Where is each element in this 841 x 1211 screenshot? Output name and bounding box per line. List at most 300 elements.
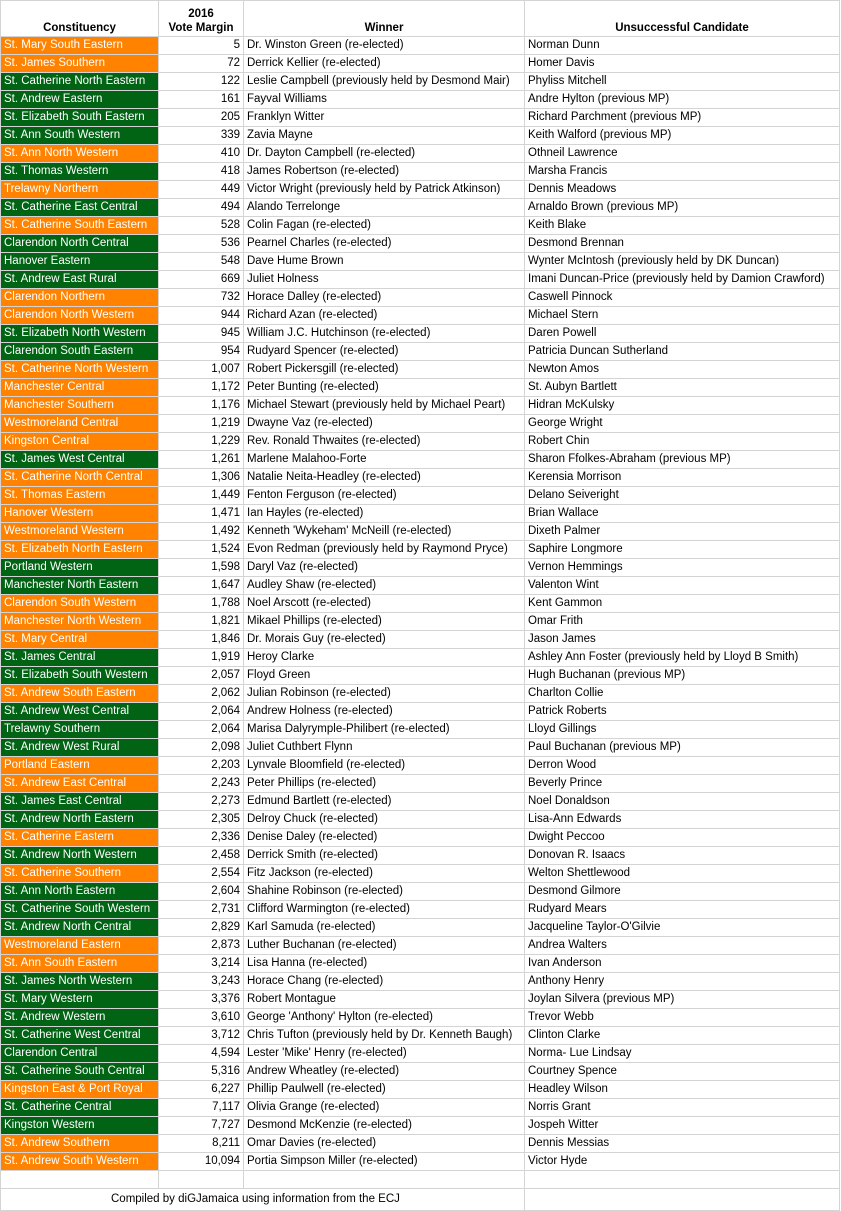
table-row	[1, 73, 840, 91]
table-row	[1, 937, 840, 955]
unsuccessful-candidate-cell: Desmond Brennan	[525, 235, 840, 253]
vote-margin-cell: 669	[159, 271, 244, 289]
winner-cell: Lisa Hanna (re-elected)	[244, 955, 525, 973]
vote-margin-cell: 10,094	[159, 1153, 244, 1171]
blank-cell	[1, 1171, 159, 1189]
constituency-cell: Portland Western	[1, 559, 159, 577]
table-row	[1, 289, 840, 307]
winner-cell: Fayval Williams	[244, 91, 525, 109]
vote-margin-cell: 3,610	[159, 1009, 244, 1027]
unsuccessful-candidate-cell: Clinton Clarke	[525, 1027, 840, 1045]
unsuccessful-candidate-cell: Valenton Wint	[525, 577, 840, 595]
vote-margin-cell: 1,261	[159, 451, 244, 469]
table-row	[1, 649, 840, 667]
vote-margin-cell: 1,219	[159, 415, 244, 433]
unsuccessful-candidate-cell: Kerensia Morrison	[525, 469, 840, 487]
vote-margin-cell: 1,598	[159, 559, 244, 577]
unsuccessful-candidate-cell: Othneil Lawrence	[525, 145, 840, 163]
winner-cell: William J.C. Hutchinson (re-elected)	[244, 325, 525, 343]
constituency-cell: Clarendon North Western	[1, 307, 159, 325]
unsuccessful-candidate-cell: Marsha Francis	[525, 163, 840, 181]
table-row	[1, 217, 840, 235]
winner-cell: Mikael Phillips (re-elected)	[244, 613, 525, 631]
unsuccessful-candidate-cell: Joylan Silvera (previous MP)	[525, 991, 840, 1009]
table-row	[1, 847, 840, 865]
constituency-cell: St. Catherine South Western	[1, 901, 159, 919]
vote-margin-cell: 2,604	[159, 883, 244, 901]
winner-cell: Andrew Holness (re-elected)	[244, 703, 525, 721]
vote-margin-cell: 3,376	[159, 991, 244, 1009]
constituency-cell: St. Catherine North Western	[1, 361, 159, 379]
unsuccessful-candidate-cell: Ivan Anderson	[525, 955, 840, 973]
winner-cell: Delroy Chuck (re-elected)	[244, 811, 525, 829]
unsuccessful-candidate-cell: Hidran McKulsky	[525, 397, 840, 415]
winner-cell: Pearnel Charles (re-elected)	[244, 235, 525, 253]
vote-margin-cell: 944	[159, 307, 244, 325]
constituency-cell: Trelawny Northern	[1, 181, 159, 199]
unsuccessful-candidate-cell: Donovan R. Isaacs	[525, 847, 840, 865]
vote-margin-cell: 945	[159, 325, 244, 343]
unsuccessful-candidate-cell: Anthony Henry	[525, 973, 840, 991]
constituency-cell: Manchester North Western	[1, 613, 159, 631]
constituency-cell: Westmoreland Central	[1, 415, 159, 433]
constituency-cell: Hanover Western	[1, 505, 159, 523]
vote-margin-cell: 2,057	[159, 667, 244, 685]
winner-cell: Alando Terrelonge	[244, 199, 525, 217]
unsuccessful-candidate-cell: Homer Davis	[525, 55, 840, 73]
constituency-cell: St. Andrew Western	[1, 1009, 159, 1027]
unsuccessful-candidate-cell: Brian Wallace	[525, 505, 840, 523]
constituency-cell: St. Ann South Western	[1, 127, 159, 145]
vote-margin-cell: 2,064	[159, 721, 244, 739]
table-row	[1, 559, 840, 577]
winner-cell: Noel Arscott (re-elected)	[244, 595, 525, 613]
table-row	[1, 1063, 840, 1081]
constituency-cell: St. Ann South Eastern	[1, 955, 159, 973]
unsuccessful-candidate-cell: Vernon Hemmings	[525, 559, 840, 577]
winner-cell: Peter Phillips (re-elected)	[244, 775, 525, 793]
vote-margin-cell: 732	[159, 289, 244, 307]
winner-cell: Leslie Campbell (previously held by Desmond Mair)	[244, 73, 525, 91]
unsuccessful-candidate-cell: Dennis Meadows	[525, 181, 840, 199]
vote-margin-cell: 1,492	[159, 523, 244, 541]
table-row	[1, 523, 840, 541]
constituency-cell: St. James Central	[1, 649, 159, 667]
unsuccessful-candidate-cell: Michael Stern	[525, 307, 840, 325]
vote-margin-cell: 1,788	[159, 595, 244, 613]
unsuccessful-candidate-cell: Derron Wood	[525, 757, 840, 775]
constituency-cell: St. Catherine North Eastern	[1, 73, 159, 91]
vote-margin-cell: 1,229	[159, 433, 244, 451]
vote-margin-cell: 122	[159, 73, 244, 91]
table-row	[1, 577, 840, 595]
unsuccessful-candidate-cell: Jacqueline Taylor-O'Gilvie	[525, 919, 840, 937]
constituency-cell: St. Ann North Western	[1, 145, 159, 163]
unsuccessful-candidate-cell: Ashley Ann Foster (previously held by Lloyd B Smith)	[525, 649, 840, 667]
unsuccessful-candidate-cell: Wynter McIntosh (previously held by DK Duncan)	[525, 253, 840, 271]
table-row	[1, 1027, 840, 1045]
table-body	[1, 37, 840, 1171]
blank-cell	[525, 1171, 840, 1189]
vote-margin-cell: 1,524	[159, 541, 244, 559]
constituency-cell: Clarendon South Western	[1, 595, 159, 613]
table-row	[1, 199, 840, 217]
unsuccessful-candidate-cell: Caswell Pinnock	[525, 289, 840, 307]
table-row	[1, 1081, 840, 1099]
constituency-cell: St. Andrew North Central	[1, 919, 159, 937]
blank-row	[1, 1171, 840, 1189]
winner-cell: Desmond McKenzie (re-elected)	[244, 1117, 525, 1135]
unsuccessful-candidate-cell: Dwight Peccoo	[525, 829, 840, 847]
unsuccessful-candidate-cell: Omar Frith	[525, 613, 840, 631]
unsuccessful-candidate-cell: Andre Hylton (previous MP)	[525, 91, 840, 109]
vote-margin-cell: 1,846	[159, 631, 244, 649]
constituency-cell: Manchester North Eastern	[1, 577, 159, 595]
vote-margin-cell: 528	[159, 217, 244, 235]
vote-margin-cell: 1,007	[159, 361, 244, 379]
winner-cell: Richard Azan (re-elected)	[244, 307, 525, 325]
table-row	[1, 307, 840, 325]
vote-margin-cell: 339	[159, 127, 244, 145]
winner-cell: Lynvale Bloomfield (re-elected)	[244, 757, 525, 775]
table-row	[1, 487, 840, 505]
table-row	[1, 253, 840, 271]
constituency-cell: St. James West Central	[1, 451, 159, 469]
vote-margin-cell: 449	[159, 181, 244, 199]
winner-cell: Dwayne Vaz (re-elected)	[244, 415, 525, 433]
table-row	[1, 955, 840, 973]
table-row	[1, 685, 840, 703]
winner-cell: Juliet Cuthbert Flynn	[244, 739, 525, 757]
table-row	[1, 451, 840, 469]
unsuccessful-candidate-cell: Norris Grant	[525, 1099, 840, 1117]
header-unsuccessful-candidate: Unsuccessful Candidate	[525, 1, 840, 37]
header-margin-label: Vote Margin	[168, 22, 234, 34]
winner-cell: Lester 'Mike' Henry (re-elected)	[244, 1045, 525, 1063]
unsuccessful-candidate-cell: Norman Dunn	[525, 37, 840, 55]
header-constituency: Constituency	[1, 1, 159, 37]
table-row	[1, 469, 840, 487]
constituency-cell: St. Catherine Central	[1, 1099, 159, 1117]
constituency-cell: St. Catherine North Central	[1, 469, 159, 487]
vote-margin-cell: 2,062	[159, 685, 244, 703]
winner-cell: Marlene Malahoo-Forte	[244, 451, 525, 469]
vote-margin-cell: 2,458	[159, 847, 244, 865]
vote-margin-cell: 2,554	[159, 865, 244, 883]
constituency-cell: St. James Southern	[1, 55, 159, 73]
constituency-cell: Clarendon Central	[1, 1045, 159, 1063]
constituency-cell: St. Andrew North Eastern	[1, 811, 159, 829]
constituency-cell: St. Andrew North Western	[1, 847, 159, 865]
table-row	[1, 235, 840, 253]
constituency-cell: St. Elizabeth North Eastern	[1, 541, 159, 559]
constituency-cell: St. James East Central	[1, 793, 159, 811]
vote-margin-cell: 548	[159, 253, 244, 271]
unsuccessful-candidate-cell: Phyliss Mitchell	[525, 73, 840, 91]
winner-cell: Kenneth 'Wykeham' McNeill (re-elected)	[244, 523, 525, 541]
winner-cell: Karl Samuda (re-elected)	[244, 919, 525, 937]
footer-credit: Compiled by diGJamaica using information from the ECJ	[1, 1189, 525, 1211]
table-row	[1, 1009, 840, 1027]
table-row	[1, 541, 840, 559]
vote-margin-cell: 2,873	[159, 937, 244, 955]
header-vote-margin	[159, 1, 244, 37]
vote-margin-cell: 2,305	[159, 811, 244, 829]
winner-cell: Heroy Clarke	[244, 649, 525, 667]
table-row	[1, 631, 840, 649]
unsuccessful-candidate-cell: Lisa-Ann Edwards	[525, 811, 840, 829]
unsuccessful-candidate-cell: Rudyard Mears	[525, 901, 840, 919]
unsuccessful-candidate-cell: George Wright	[525, 415, 840, 433]
winner-cell: Zavia Mayne	[244, 127, 525, 145]
table-row	[1, 163, 840, 181]
unsuccessful-candidate-cell: Saphire Longmore	[525, 541, 840, 559]
unsuccessful-candidate-cell: Newton Amos	[525, 361, 840, 379]
table-row	[1, 181, 840, 199]
vote-margin-cell: 3,214	[159, 955, 244, 973]
table-row	[1, 775, 840, 793]
vote-margin-cell: 2,731	[159, 901, 244, 919]
constituency-cell: St. Andrew South Eastern	[1, 685, 159, 703]
constituency-cell: Kingston Central	[1, 433, 159, 451]
header-row	[1, 1, 840, 37]
constituency-cell: St. Elizabeth South Eastern	[1, 109, 159, 127]
constituency-cell: St. Thomas Western	[1, 163, 159, 181]
constituency-cell: St. Andrew Eastern	[1, 91, 159, 109]
vote-margin-cell: 2,273	[159, 793, 244, 811]
winner-cell: Colin Fagan (re-elected)	[244, 217, 525, 235]
winner-cell: Horace Dalley (re-elected)	[244, 289, 525, 307]
vote-margin-cell: 6,227	[159, 1081, 244, 1099]
table-row	[1, 667, 840, 685]
winner-cell: James Robertson (re-elected)	[244, 163, 525, 181]
table-row	[1, 127, 840, 145]
unsuccessful-candidate-cell: Daren Powell	[525, 325, 840, 343]
vote-margin-cell: 410	[159, 145, 244, 163]
constituency-cell: Trelawny Southern	[1, 721, 159, 739]
unsuccessful-candidate-cell: Andrea Walters	[525, 937, 840, 955]
constituency-cell: St. Thomas Eastern	[1, 487, 159, 505]
winner-cell: Floyd Green	[244, 667, 525, 685]
winner-cell: Robert Pickersgill (re-elected)	[244, 361, 525, 379]
table-row	[1, 397, 840, 415]
unsuccessful-candidate-cell: Victor Hyde	[525, 1153, 840, 1171]
constituency-cell: Clarendon Northern	[1, 289, 159, 307]
table-row	[1, 1099, 840, 1117]
vote-margin-cell: 494	[159, 199, 244, 217]
winner-cell: Fenton Ferguson (re-elected)	[244, 487, 525, 505]
header-margin-year: 2016	[188, 8, 214, 20]
constituency-cell: Manchester Southern	[1, 397, 159, 415]
constituency-cell: Hanover Eastern	[1, 253, 159, 271]
table-row	[1, 919, 840, 937]
winner-cell: Fitz Jackson (re-elected)	[244, 865, 525, 883]
unsuccessful-candidate-cell: Beverly Prince	[525, 775, 840, 793]
vote-margin-cell: 5	[159, 37, 244, 55]
unsuccessful-candidate-cell: Dennis Messias	[525, 1135, 840, 1153]
unsuccessful-candidate-cell: St. Aubyn Bartlett	[525, 379, 840, 397]
constituency-cell: Kingston Western	[1, 1117, 159, 1135]
vote-margin-cell: 205	[159, 109, 244, 127]
unsuccessful-candidate-cell: Lloyd Gillings	[525, 721, 840, 739]
table-row	[1, 361, 840, 379]
unsuccessful-candidate-cell: Robert Chin	[525, 433, 840, 451]
winner-cell: Olivia Grange (re-elected)	[244, 1099, 525, 1117]
vote-margin-cell: 1,172	[159, 379, 244, 397]
unsuccessful-candidate-cell: Jospeh Witter	[525, 1117, 840, 1135]
table-row	[1, 325, 840, 343]
winner-cell: Victor Wright (previously held by Patrick Atkinson)	[244, 181, 525, 199]
winner-cell: Michael Stewart (previously held by Michael Peart)	[244, 397, 525, 415]
vote-margin-cell: 2,064	[159, 703, 244, 721]
table-row	[1, 793, 840, 811]
constituency-cell: St. Mary South Eastern	[1, 37, 159, 55]
winner-cell: Denise Daley (re-elected)	[244, 829, 525, 847]
vote-margin-cell: 1,821	[159, 613, 244, 631]
table-row	[1, 721, 840, 739]
constituency-cell: St. Catherine East Central	[1, 199, 159, 217]
unsuccessful-candidate-cell: Trevor Webb	[525, 1009, 840, 1027]
table-row	[1, 109, 840, 127]
winner-cell: Chris Tufton (previously held by Dr. Kenneth Baugh)	[244, 1027, 525, 1045]
vote-margin-cell: 954	[159, 343, 244, 361]
constituency-cell: Clarendon North Central	[1, 235, 159, 253]
winner-cell: Portia Simpson Miller (re-elected)	[244, 1153, 525, 1171]
constituency-cell: St. Andrew Southern	[1, 1135, 159, 1153]
winner-cell: Dr. Dayton Campbell (re-elected)	[244, 145, 525, 163]
winner-cell: Derrick Smith (re-elected)	[244, 847, 525, 865]
constituency-cell: St. Andrew East Central	[1, 775, 159, 793]
winner-cell: Phillip Paulwell (re-elected)	[244, 1081, 525, 1099]
constituency-cell: St. James North Western	[1, 973, 159, 991]
unsuccessful-candidate-cell: Imani Duncan-Price (previously held by Damion Crawford)	[525, 271, 840, 289]
table-row	[1, 595, 840, 613]
table-row	[1, 37, 840, 55]
vote-margin-cell: 2,336	[159, 829, 244, 847]
constituency-cell: Manchester Central	[1, 379, 159, 397]
unsuccessful-candidate-cell: Kent Gammon	[525, 595, 840, 613]
constituency-cell: Westmoreland Western	[1, 523, 159, 541]
winner-cell: Franklyn Witter	[244, 109, 525, 127]
vote-margin-cell: 2,203	[159, 757, 244, 775]
table-row	[1, 829, 840, 847]
constituency-cell: Kingston East & Port Royal	[1, 1081, 159, 1099]
vote-margin-cell: 418	[159, 163, 244, 181]
winner-cell: Juliet Holness	[244, 271, 525, 289]
winner-cell: Marisa Dalyrymple-Philibert (re-elected)	[244, 721, 525, 739]
constituency-cell: St. Mary Western	[1, 991, 159, 1009]
winner-cell: Rev. Ronald Thwaites (re-elected)	[244, 433, 525, 451]
constituency-cell: St. Mary Central	[1, 631, 159, 649]
constituency-cell: St. Catherine Eastern	[1, 829, 159, 847]
winner-cell: Dr. Morais Guy (re-elected)	[244, 631, 525, 649]
table-row	[1, 1153, 840, 1171]
winner-cell: Omar Davies (re-elected)	[244, 1135, 525, 1153]
winner-cell: Robert Montague	[244, 991, 525, 1009]
table-row	[1, 91, 840, 109]
header-winner: Winner	[244, 1, 525, 37]
table-row	[1, 343, 840, 361]
winner-cell: Natalie Neita-Headley (re-elected)	[244, 469, 525, 487]
unsuccessful-candidate-cell: Paul Buchanan (previous MP)	[525, 739, 840, 757]
vote-margin-cell: 72	[159, 55, 244, 73]
winner-cell: Rudyard Spencer (re-elected)	[244, 343, 525, 361]
constituency-cell: St. Catherine South Central	[1, 1063, 159, 1081]
constituency-cell: St. Andrew West Central	[1, 703, 159, 721]
table-row	[1, 55, 840, 73]
vote-margin-cell: 5,316	[159, 1063, 244, 1081]
winner-cell: Ian Hayles (re-elected)	[244, 505, 525, 523]
table-row	[1, 739, 840, 757]
winner-cell: Julian Robinson (re-elected)	[244, 685, 525, 703]
constituency-cell: St. Catherine West Central	[1, 1027, 159, 1045]
unsuccessful-candidate-cell: Richard Parchment (previous MP)	[525, 109, 840, 127]
table-row	[1, 703, 840, 721]
blank-cell	[159, 1171, 244, 1189]
table-row	[1, 991, 840, 1009]
unsuccessful-candidate-cell: Headley Wilson	[525, 1081, 840, 1099]
unsuccessful-candidate-cell: Dixeth Palmer	[525, 523, 840, 541]
unsuccessful-candidate-cell: Hugh Buchanan (previous MP)	[525, 667, 840, 685]
vote-margin-cell: 1,449	[159, 487, 244, 505]
vote-margin-cell: 2,243	[159, 775, 244, 793]
table-row	[1, 379, 840, 397]
table-row	[1, 433, 840, 451]
winner-cell: Evon Redman (previously held by Raymond Pryce)	[244, 541, 525, 559]
vote-margin-cell: 1,919	[159, 649, 244, 667]
table-row	[1, 1135, 840, 1153]
vote-margin-cell: 3,243	[159, 973, 244, 991]
unsuccessful-candidate-cell: Desmond Gilmore	[525, 883, 840, 901]
unsuccessful-candidate-cell: Courtney Spence	[525, 1063, 840, 1081]
vote-margin-cell: 536	[159, 235, 244, 253]
winner-cell: Shahine Robinson (re-elected)	[244, 883, 525, 901]
winner-cell: George 'Anthony' Hylton (re-elected)	[244, 1009, 525, 1027]
constituency-cell: Clarendon South Eastern	[1, 343, 159, 361]
constituency-cell: St. Catherine Southern	[1, 865, 159, 883]
table-row	[1, 865, 840, 883]
table-row	[1, 145, 840, 163]
table-row	[1, 811, 840, 829]
table-row	[1, 883, 840, 901]
table-row	[1, 973, 840, 991]
vote-margin-cell: 2,098	[159, 739, 244, 757]
table-row	[1, 1117, 840, 1135]
constituency-cell: St. Elizabeth South Western	[1, 667, 159, 685]
constituency-cell: St. Catherine South Eastern	[1, 217, 159, 235]
unsuccessful-candidate-cell: Patrick Roberts	[525, 703, 840, 721]
vote-margin-cell: 1,306	[159, 469, 244, 487]
unsuccessful-candidate-cell: Keith Blake	[525, 217, 840, 235]
unsuccessful-candidate-cell: Patricia Duncan Sutherland	[525, 343, 840, 361]
unsuccessful-candidate-cell: Sharon Ffolkes-Abraham (previous MP)	[525, 451, 840, 469]
table-row	[1, 1045, 840, 1063]
constituency-cell: St. Andrew South Western	[1, 1153, 159, 1171]
table-row	[1, 613, 840, 631]
constituency-cell: St. Elizabeth North Western	[1, 325, 159, 343]
table-row	[1, 757, 840, 775]
constituency-cell: St. Ann North Eastern	[1, 883, 159, 901]
winner-cell: Horace Chang (re-elected)	[244, 973, 525, 991]
winner-cell: Audley Shaw (re-elected)	[244, 577, 525, 595]
winner-cell: Peter Bunting (re-elected)	[244, 379, 525, 397]
table-row	[1, 271, 840, 289]
winner-cell: Clifford Warmington (re-elected)	[244, 901, 525, 919]
winner-cell: Derrick Kellier (re-elected)	[244, 55, 525, 73]
unsuccessful-candidate-cell: Keith Walford (previous MP)	[525, 127, 840, 145]
winner-cell: Edmund Bartlett (re-elected)	[244, 793, 525, 811]
winner-cell: Daryl Vaz (re-elected)	[244, 559, 525, 577]
